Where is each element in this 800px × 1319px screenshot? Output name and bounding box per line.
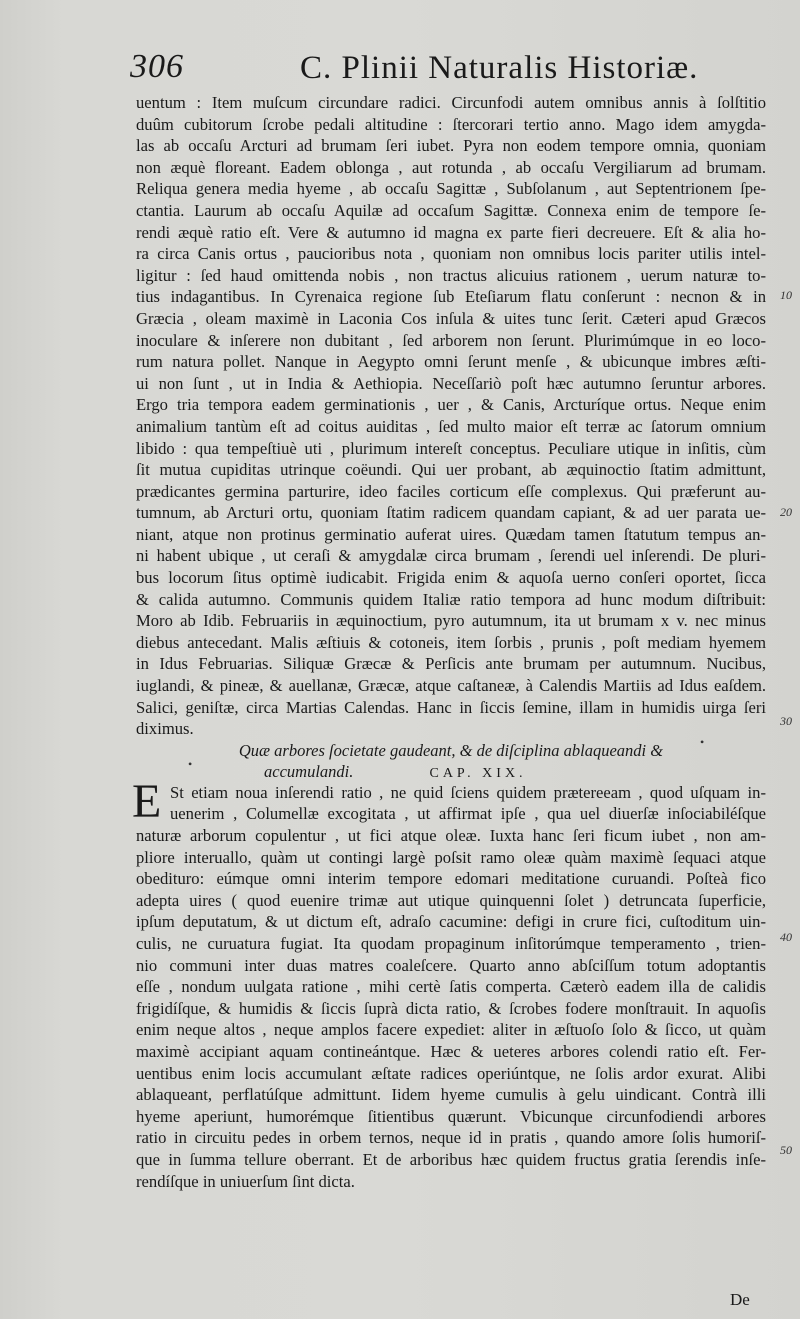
running-title: C. Plinii Naturalis Historiæ. <box>300 50 699 86</box>
chapter-heading <box>136 740 766 761</box>
text-line: nio communi inter duas matres coaleſcere. Quarto anno abſciſſum totum adoptantis <box>136 955 766 975</box>
text-line: eſſe , nondum uulgata ratione , mihi certè ſatis comperta. Cæterò eadem illa de calidis <box>136 977 766 997</box>
text-line: Moro ab Idib. Februariis in æquinoctium, pyro autumnum, ita ut brumam x v. nec minus <box>136 611 766 631</box>
text-line: enim neque altos , neque amplos facere expediet: aliter in æſtuoſo ſolo & ſicco, ut quàm <box>136 1020 766 1040</box>
text-line: & calida autumno. Communis quidem Italiæ ratio tempora ad hunc modum diſtribuit: <box>136 589 766 609</box>
text-lines <box>136 782 766 1192</box>
text-line: naturæ arborum copulentur , ut fici atque oleæ. Iuxta hanc ſeri ficum iubet , non am- <box>136 826 766 845</box>
text-line: adepta uires ( quod euenire trimæ aut utique quinquenni ſolet ) detruncata ſuperficie, <box>136 890 766 910</box>
text-line: las ab occaſu Arcturi ad brumam ſeri iubet. Pyra non eodem tempore omnia, quoniam <box>136 136 766 156</box>
text-line: uenerim , Columellæ excogitata , ut affirmat ipſe , qua uel diuerſæ inſociabiléſque <box>170 804 766 824</box>
margin-line-number: 10 <box>780 288 792 302</box>
text-line: St etiam noua inſerendi ratio , ne quid ſciens quidem prætereeam , quod uſquam in- <box>170 782 766 802</box>
text-line: inoculare & inſerere non dubitant , ſed arborem non ſerunt. Plurimúmque in eo loco- <box>136 330 766 350</box>
text-line: animalium tantùm eſt ad coitus auiditas , ſed multo maior eſt terræ ac ſatorum omnium <box>136 416 766 436</box>
text-line: prædicantes germina parturire, ideo faciles corticum eſſe complexus. Qui præferunt au- <box>136 481 766 501</box>
margin-line-number: 40 <box>780 930 792 944</box>
text-line: non æquè floreant. Eadem oblonga , aut rotunda , ab occaſu Vergiliarum ad brumam. <box>136 157 766 177</box>
text-line: niant, atque non protinus germinatio auferat uires. Quædam tamen ſtatutum tempus an- <box>136 524 766 544</box>
main-text <box>132 92 766 1192</box>
chapter-title-line2: accumulandi. <box>264 761 354 781</box>
text-line: diximus. <box>136 719 194 739</box>
text-line: ſit mutua cupiditas utrinque coëundi. Qui uer probant, ab æquinoctio ſtatim admittunt, <box>136 460 766 480</box>
text-line: frigidíſque, & humidis & ſiccis ſuprà dicta ratio, & ſcrobes fodere monſtrauit. In aquoſis <box>136 998 766 1018</box>
text-line: ipſum deputatum, & ut dictum eſt, adraſo cacumine: defigi in crure fici, cuſtoditum uin- <box>136 912 766 932</box>
text-line: rum natura pollet. Nanque in Aegypto omni ſerunt menſe , & ubicunque imbres æſti- <box>136 352 766 372</box>
text-line: culis, ne curuatura fugiat. Ita quodam propaginum inſitorúmque temperamento , trien- <box>136 933 766 953</box>
page-header <box>130 48 730 92</box>
text-line: iuglandi, & pineæ, & auellanæ, Græcæ, atque caſtaneæ, à Calendis Martiis ad Idus eaſdem. <box>136 676 766 696</box>
text-line: ablaqueant, perflatúſque admittunt. Iidem hyeme cumulis à gelu uindicant. Contrà illi <box>136 1085 766 1105</box>
text-line: Salici, geniſtæ, circa Martias Calendas. Hanc in ſiccis ſemine, illam in humidis uirga ſeri <box>136 697 766 717</box>
text-line: tius indagantibus. In Cyrenaica regione ſub Eteſiarum flatu conſerunt : necnon & in <box>136 287 766 307</box>
text-line: Reliqua genera media hyeme , ab occaſu Sagittæ , Subſolanum , aut Septentrionem ſpe- <box>136 179 766 199</box>
catchword: De <box>730 1290 750 1309</box>
text-line: ui non ſunt , ut in India & Aethiopia. Neceſſariò poſt hæc autumno ſeruntur arbores. <box>136 373 766 393</box>
text-line: libido : qua tempeſtiuè uti , plurimum intereſt conceptus. Peculiare utique in inſitis, cùm <box>136 438 766 458</box>
chapter-title-line1: Quæ arbores ſocietate gaudeant, & de diſciplina ablaqueandi & <box>238 740 664 760</box>
margin-line-number: 30 <box>780 714 792 728</box>
text-paragraph-1 <box>136 92 766 740</box>
text-line: bus locorum ſitus optimè iudicabit. Frigida enim & aquoſa uerno conſeri oportet, ſicca <box>136 568 766 588</box>
margin-line-number: 50 <box>780 1143 792 1157</box>
text-line: obedituro: eúmque omni interim tempore edomari meditatione curuandi. Poſteà fico <box>136 869 766 889</box>
text-line: ni habent ubique , ut ceraſi & amygdalæ circa brumam , ſerendi uel inſerendi. De pluri- <box>136 546 766 566</box>
text-line: Ergo tria tempora eadem germinationis , uer , & Canis, Arcturíque ortus. Neque enim <box>136 395 766 415</box>
text-line: maximè accipiant aquam contineántque. Hæc & ueteres arbores colendi ratio eſt. Fer- <box>136 1041 766 1061</box>
margin-line-number: 20 <box>780 505 792 519</box>
text-line: que in ſumma tellure oberrant. Et de arboribus hæc quidem fructus gratia ſerendis inſe- <box>136 1149 766 1169</box>
text-paragraph-2 <box>132 774 766 1192</box>
margin-dot: • <box>700 735 705 749</box>
text-line: ratio in circuitu pedes in orbem ternos, neque id in pratis , quando amore ſolis humoriſ- <box>136 1128 766 1148</box>
margin-dot: • <box>188 757 193 771</box>
text-line: in Idus Februarias. Siliquæ Græcæ & Perſicis ante brumam per autumnum. Nucibus, <box>136 654 766 674</box>
text-line: Græcia , oleam maximè in Laconia Cos inſula & uites tunc ſerit. Cæteri apud Græcos <box>136 308 766 328</box>
text-line: rendíſque in uniuerſum ſint dicta. <box>136 1171 355 1191</box>
text-line: ligitur : ſed haud omittenda nobis , non tractus alicuius rationem , uerum naturæ to- <box>136 265 766 285</box>
drop-cap: E <box>132 774 162 828</box>
text-line: uentum : Item muſcum circundare radici. Circunfodi autem omnibus annis à ſolſtitio <box>136 93 766 112</box>
page-number: 306 <box>130 48 184 85</box>
text-line: ra circa Canis ortus , paucioribus nota , quoniam non omnibus locis pariter utilis intel- <box>136 244 766 264</box>
text-line: uentibus enim locis accumulant æſtate radices operiúntque, ne ſolis ardor exurat. Alibi <box>136 1063 766 1083</box>
text-line: pliore interuallo, quàm ut contingi largè poſsit ramo oleæ quàm maximè ſequaci atque <box>136 847 766 867</box>
text-line: hyeme aperiunt, humorémque ſitientibus quærunt. Vbicunque circunfodiendi arbores <box>136 1106 766 1126</box>
chapter-label: CAP. XIX. <box>429 765 527 781</box>
text-line: tumnum, ab Arcturi ortu, quoniam ſtatim radicem quandam capiant, & ad uer parata ue- <box>136 503 766 523</box>
text-line: duûm cubitorum ſcrobe pedali altitudine : ſtercorari tertio anno. Mago idem amygda- <box>136 114 766 134</box>
text-line: ctantia. Laurum ab occaſu Aquilæ ad occaſum Sagittæ. Connexa enim de tempore ſe- <box>136 200 766 220</box>
text-line: diebus antecedant. Malis æſtiuis & cotoneis, item ſorbis , prunis , poſt mediam hyemem <box>136 632 766 652</box>
chapter-heading-line2 <box>136 761 766 782</box>
text-line: rendi æquè ratio eſt. Vere & autumno id magna ex parte fieri decreuere. Eſt & alia ho- <box>136 222 766 242</box>
